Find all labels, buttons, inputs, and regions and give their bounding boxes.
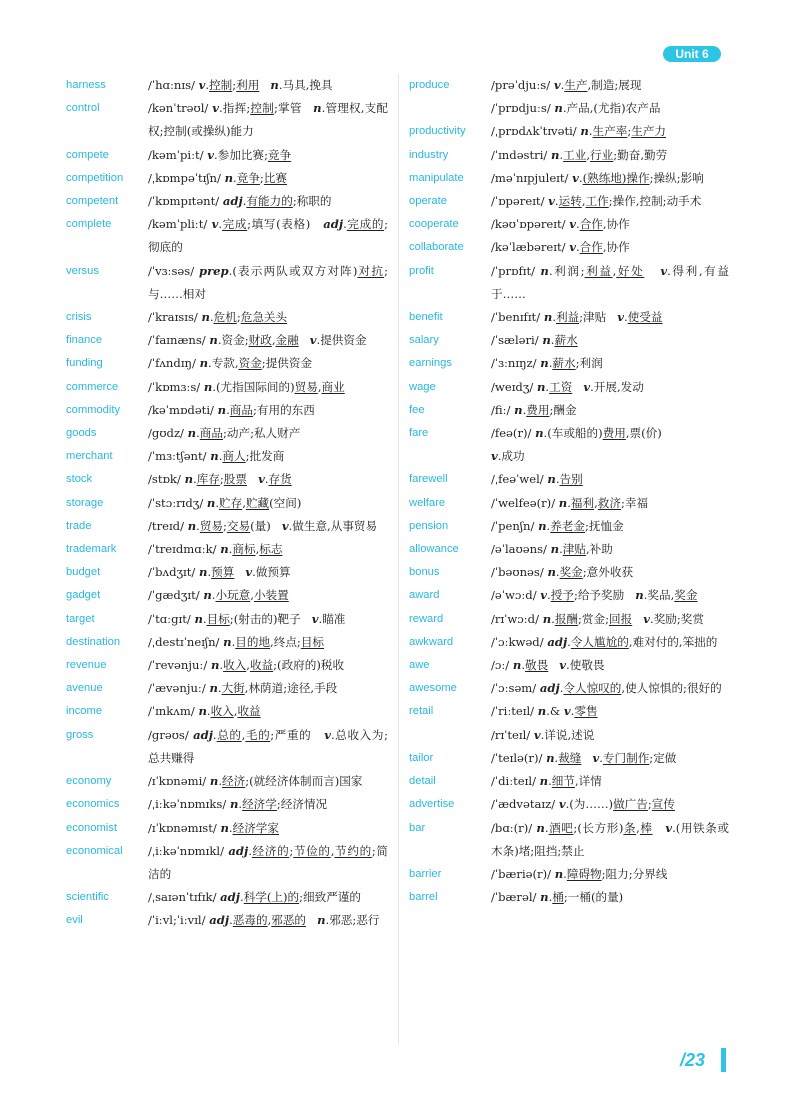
vocab-word: industry: [409, 148, 449, 161]
vocab-definition: /grəʊs/ adj.总的,毛的;严重的 v.总收入为;总共赚得: [148, 727, 388, 765]
vocab-entry: [66, 770, 388, 793]
vocab-word: benefit: [409, 311, 443, 324]
vocab-definition: /əˈlaʊəns/ n.津贴,补助: [491, 542, 613, 557]
vocab-entry: [409, 492, 729, 515]
vocab-definition: /ˈrevənjuː/ n.收入,收益;(政府的)税收: [148, 658, 345, 673]
vocab-word: complete: [66, 218, 112, 231]
vocab-word: salary: [409, 334, 439, 347]
vocab-word: merchant: [66, 450, 113, 463]
vocab-entry: [66, 793, 388, 816]
vocab-entry: [409, 770, 729, 793]
vocab-definition: /fiː/ n.费用;酬金: [491, 402, 577, 417]
vocab-entry: [409, 399, 729, 422]
vocab-word: crisis: [66, 311, 92, 324]
vocab-entry: [409, 515, 729, 538]
vocab-definition: /ˈhɑːnɪs/ v.控制;利用 n.马具,挽具: [148, 78, 333, 92]
vocab-word: manipulate: [409, 171, 464, 184]
vocab-entry: [409, 724, 729, 747]
vocab-definition: /ˈtɑːgɪt/ n.目标;(射击的)靶子 v.瞄准: [148, 611, 346, 626]
vocab-word: advertise: [409, 798, 455, 811]
vocab-word: harness: [66, 79, 106, 91]
vocab-word: evil: [66, 914, 83, 927]
vocab-word: economics: [66, 798, 120, 811]
vocab-entry: [66, 144, 388, 167]
vocab-entry: [66, 422, 388, 445]
vocab-word: stock: [66, 473, 93, 486]
vocab-word: trademark: [66, 543, 117, 556]
vocab-definition: /əˈwɔːd/ v.授予;给予奖励 n.奖品,奖金: [491, 588, 698, 603]
vocab-word: destination: [66, 635, 121, 648]
vocab-word: barrel: [409, 891, 438, 904]
vocab-entry: [409, 817, 729, 863]
vocab-entry: [409, 468, 729, 491]
vocab-word: control: [66, 102, 100, 115]
vocab-definition: /ˈɜːnɪŋz/ n.薪水;利润: [491, 356, 603, 371]
vocab-entry: [409, 584, 729, 607]
vocab-definition: /kəmˈpliːt/ v.完成;填写(表格) adj.完成的;彻底的: [148, 217, 388, 255]
vocab-entry: [409, 747, 729, 770]
vocab-definition: /kənˈtrəʊl/ v.指挥;控制;掌管 n.管理权,支配权;控制(或操纵)能力: [148, 101, 389, 139]
vocab-word: reward: [409, 612, 444, 625]
vocab-definition: /kəmˈpiːt/ v.参加比赛;竞争: [148, 147, 292, 162]
vocab-word: awesome: [409, 682, 457, 695]
vocab-definition: /ɔː/ n.敬畏 v.使敬畏: [491, 658, 605, 673]
vocab-word: awkward: [409, 635, 454, 648]
vocab-definition: /ˌsaɪənˈtɪfɪk/ adj.科学(上)的;细致严谨的: [148, 890, 361, 905]
vocab-definition: /ˈfʌndɪŋ/ n.专款,资金;提供资金: [148, 356, 313, 371]
vocab-word: economist: [66, 821, 117, 834]
vocab-definition: /weɪdʒ/ n.工资 v.开展,发动: [491, 379, 644, 394]
vocab-word: welfare: [409, 496, 446, 509]
vocab-word: commodity: [66, 403, 121, 416]
vocab-entry: [66, 190, 388, 213]
vocab-word: economy: [66, 775, 112, 788]
vocab-word: trade: [66, 519, 92, 532]
vocab-definition: /ˈtreɪdmɑːk/ n.商标,标志: [148, 542, 283, 557]
vocab-word: finance: [66, 334, 103, 347]
vocab-word: pension: [409, 519, 449, 532]
vocab-definition: /ˈɔːsəm/ adj.令人惊叹的,使人惊惧的;很好的: [491, 681, 722, 696]
vocab-word: commerce: [66, 380, 119, 393]
vocab-word: earnings: [409, 357, 452, 370]
vocab-entry: [409, 677, 729, 700]
vocab-word: goods: [66, 427, 97, 440]
vocab-entry: [409, 538, 729, 561]
vocab-entry: [409, 120, 729, 143]
vocab-definition: /ˈbæriə(r)/ n.障碍物;阻力;分界线: [491, 866, 668, 881]
vocab-entry: [66, 445, 388, 468]
vocab-definition: /treɪd/ n.贸易;交易(量) v.做生意,从事贸易: [148, 518, 378, 533]
vocab-word: productivity: [409, 125, 466, 138]
vocab-word: farewell: [409, 473, 448, 486]
vocab-word: awe: [409, 659, 430, 672]
vocab-entry: [66, 306, 388, 329]
vocab-word: fee: [409, 403, 425, 416]
vocab-word: bonus: [409, 566, 440, 579]
vocab-definition: /ˈstɔːrɪdʒ/ n.贮存,贮藏(空间): [148, 495, 302, 510]
vocab-word: fare: [409, 427, 429, 440]
vocab-entry: [409, 376, 729, 399]
column-divider: [398, 74, 399, 1044]
vocab-entry: [409, 213, 729, 236]
vocab-word: compete: [66, 148, 109, 161]
vocab-definition: /ˈmɜːtʃənt/ n.商人;批发商: [148, 449, 285, 464]
vocab-entry: [409, 190, 729, 213]
vocab-definition: /ˈiːvl;ˈiːvɪl/ adj.恶毒的,邪恶的 n.邪恶;恶行: [148, 913, 380, 928]
vocab-word: target: [66, 612, 95, 625]
vocab-definition: /ˈpenʃn/ n.养老金;抚恤金: [491, 518, 624, 533]
vocab-word: wage: [409, 380, 436, 393]
vocab-definition: /ˈteɪlə(r)/ n.裁缝 v.专门制作;定做: [491, 750, 677, 765]
vocab-entry: [409, 700, 729, 723]
vocab-definition: /ˈkɒmpɪtənt/ adj.有能力的;称职的: [148, 194, 332, 209]
vocab-entry: [409, 608, 729, 631]
vocab-word: gadget: [66, 589, 101, 602]
vocab-word: competition: [66, 171, 124, 184]
vocab-entry: [66, 584, 388, 607]
vocab-definition: /ˈɔːkwəd/ adj.令人尴尬的,难对付的,笨拙的: [491, 634, 718, 649]
vocab-definition: /ˈvɜːsəs/ prep.(表示两队或双方对阵)对抗;与……相对: [148, 263, 388, 301]
vocab-definition: /ˈgædʒɪt/ n.小玩意,小装置: [148, 588, 289, 603]
page-number: /23: [680, 1050, 706, 1070]
vocab-entry: [66, 376, 388, 399]
vocab-entry: [66, 97, 388, 143]
vocab-definition: /stɒk/ n.库存;股票 v.存货: [148, 472, 292, 487]
vocab-word: gross: [66, 728, 94, 741]
vocab-word: allowance: [409, 543, 459, 556]
vocab-entry: [66, 399, 388, 422]
vocab-entry: [66, 909, 388, 932]
page-number-bar: [721, 1048, 726, 1072]
vocab-definition: /məˈnɪpjuleɪt/ v.(熟练地)操作;操纵;影响: [491, 170, 704, 185]
vocab-entry: [409, 422, 729, 468]
vocab-word: barrier: [409, 867, 442, 880]
vocab-entry: [66, 654, 388, 677]
vocab-entry: [409, 631, 729, 654]
vocab-entry: [66, 213, 388, 259]
vocab-definition: /ˈɪnkʌm/ n.收入,收益: [148, 704, 261, 719]
vocab-word: income: [66, 705, 103, 718]
vocab-entry: [66, 677, 388, 700]
vocab-word: funding: [66, 357, 103, 370]
vocab-definition: /ˈriːteɪl/ n.& v.零售: [491, 704, 598, 719]
vocab-entry: [66, 561, 388, 584]
vocab-entry: [409, 260, 729, 306]
vocab-definition: /ˌdestɪˈneɪʃn/ n.目的地,终点;目标: [148, 634, 325, 649]
vocab-entry: [66, 492, 388, 515]
vocab-definition: /gʊdz/ n.商品;动产;私人财产: [148, 426, 301, 441]
vocab-word: competent: [66, 195, 119, 208]
vocab-entry: [409, 236, 729, 259]
vocab-definition: /ˈkɒmɜːs/ n.(尤指国际间的)贸易,商业: [148, 379, 345, 394]
vocab-entry: [409, 74, 729, 97]
vocab-word: tailor: [409, 751, 434, 764]
vocab-entry: [66, 515, 388, 538]
vocab-entry: [409, 97, 729, 120]
vocab-definition: /ˈfaɪnæns/ n.资金;财政,金融 v.提供资金: [148, 333, 367, 348]
vocab-word: [409, 97, 491, 120]
vocab-entry: [66, 608, 388, 631]
vocab-entry: [409, 306, 729, 329]
vocab-definition: /kəˈmɒdəti/ n.商品;有用的东西: [148, 402, 315, 417]
vocab-definition: /ˌprɒdʌkˈtɪvəti/ n.生产率;生产力: [491, 124, 667, 139]
vocab-entry: [409, 329, 729, 352]
vocab-definition: /bɑː(r)/ n.酒吧;(长方形)条,棒 v.(用铁条或木条)堵;阻挡;禁止: [491, 820, 729, 858]
vocab-definition: /ˈædvətaɪz/ v.(为……)做广告;宣传: [491, 797, 675, 812]
vocab-definition: /ˌiːkəˈnɒmɪks/ n.经济学;经济情况: [148, 797, 328, 812]
vocab-word: profit: [409, 264, 434, 277]
vocab-entry: [66, 352, 388, 375]
vocab-entry: [66, 817, 388, 840]
vocab-definition: /ˈbærəl/ n.桶;一桶(的量): [491, 890, 624, 905]
vocab-word: budget: [66, 566, 101, 579]
vocab-definition: /ˈwelfeə(r)/ n.福利,救济;幸福: [491, 495, 649, 510]
vocab-word: revenue: [66, 659, 107, 672]
vocab-entry: [409, 886, 729, 909]
vocab-entry: [66, 724, 388, 770]
vocab-word: [409, 724, 491, 747]
vocab-entry: [66, 631, 388, 654]
vocab-definition: /kəˈlæbəreɪt/ v.合作,协作: [491, 240, 630, 255]
vocab-entry: [66, 538, 388, 561]
vocab-definition: /ˈprɒdjuːs/ n.产品,(尤指)农产品: [491, 101, 661, 116]
vocab-definition: /ˈprɒfɪt/ n.利润;利益,好处 v.得利,有益于……: [491, 263, 730, 301]
vocab-definition: /prəˈdjuːs/ v.生产,制造;展现: [491, 78, 642, 92]
vocab-word: avenue: [66, 682, 103, 695]
vocab-word: economical: [66, 844, 123, 857]
vocab-definition: /ˈævənjuː/ n.大街,林荫道;途径,手段: [148, 681, 338, 696]
vocab-definition: /feə(r)/ n.(车或船的)费用,票(价) v.成功: [491, 426, 662, 464]
vocab-definition: /ˈɒpəreɪt/ v.运转,工作;操作,控制;动手术: [491, 194, 702, 209]
vocab-definition: /rɪˈwɔːd/ n.报酬;赏金;回报 v.奖励;奖赏: [491, 611, 704, 626]
vocab-entry: [66, 329, 388, 352]
vocab-entry: [409, 144, 729, 167]
vocab-word: versus: [66, 264, 99, 277]
vocab-entry: [66, 468, 388, 491]
vocab-definition: /ˈbəʊnəs/ n.奖金;意外收获: [491, 565, 634, 580]
vocab-word: operate: [409, 195, 447, 208]
vocab-word: collaborate: [409, 241, 464, 254]
vocab-definition: /ɪˈkɒnəmi/ n.经济;(就经济体制而言)国家: [148, 774, 363, 789]
vocab-definition: /rɪˈteɪl/ v.详说,述说: [491, 727, 595, 742]
vocab-definition: /ˈɪndəstri/ n.工业,行业;勤奋,勤劳: [491, 147, 668, 162]
vocab-entry: [409, 167, 729, 190]
vocab-word: cooperate: [409, 218, 459, 231]
vocab-entry: [66, 167, 388, 190]
vocab-definition: /ˈsæləri/ n.薪水: [491, 333, 578, 348]
vocab-definition: /ˌfeəˈwel/ n.告别: [491, 472, 583, 487]
vocab-word: award: [409, 589, 440, 602]
vocab-definition: /ɪˈkɒnəmɪst/ n.经济学家: [148, 820, 279, 835]
vocab-entry: [409, 793, 729, 816]
vocab-entry: [66, 840, 388, 886]
vocab-entry: [409, 654, 729, 677]
vocab-word: scientific: [66, 891, 109, 904]
vocab-entry: [66, 886, 388, 909]
vocab-entry: [409, 352, 729, 375]
vocab-word: storage: [66, 496, 104, 509]
left-column: [66, 74, 388, 933]
vocab-word: produce: [409, 79, 450, 91]
vocab-word: detail: [409, 775, 436, 788]
vocab-entry: [66, 260, 388, 306]
vocab-entry: [66, 700, 388, 723]
vocab-definition: /ˌkɒmpəˈtɪʃn/ n.竞争;比赛: [148, 170, 288, 185]
vocab-entry: [66, 74, 388, 97]
vocab-definition: /ˌiːkəˈnɒmɪkl/ adj.经济的;节俭的,节约的;简洁的: [148, 843, 389, 881]
vocab-definition: /ˈdiːteɪl/ n.细节,详情: [491, 774, 602, 789]
vocab-definition: /ˈkraɪsɪs/ n.危机;危急关头: [148, 310, 288, 325]
vocab-entry: [409, 863, 729, 886]
unit-badge: Unit 6: [663, 46, 721, 62]
vocab-definition: /kəʊˈɒpəreɪt/ v.合作,协作: [491, 217, 630, 232]
vocab-word: bar: [409, 821, 426, 834]
vocab-word: retail: [409, 705, 434, 718]
vocab-definition: /ˈbʌdʒɪt/ n.预算 v.做预算: [148, 565, 291, 580]
vocab-entry: [409, 561, 729, 584]
vocab-definition: /ˈbenɪfɪt/ n.利益;津贴 v.使受益: [491, 310, 663, 325]
right-column: [409, 74, 729, 909]
